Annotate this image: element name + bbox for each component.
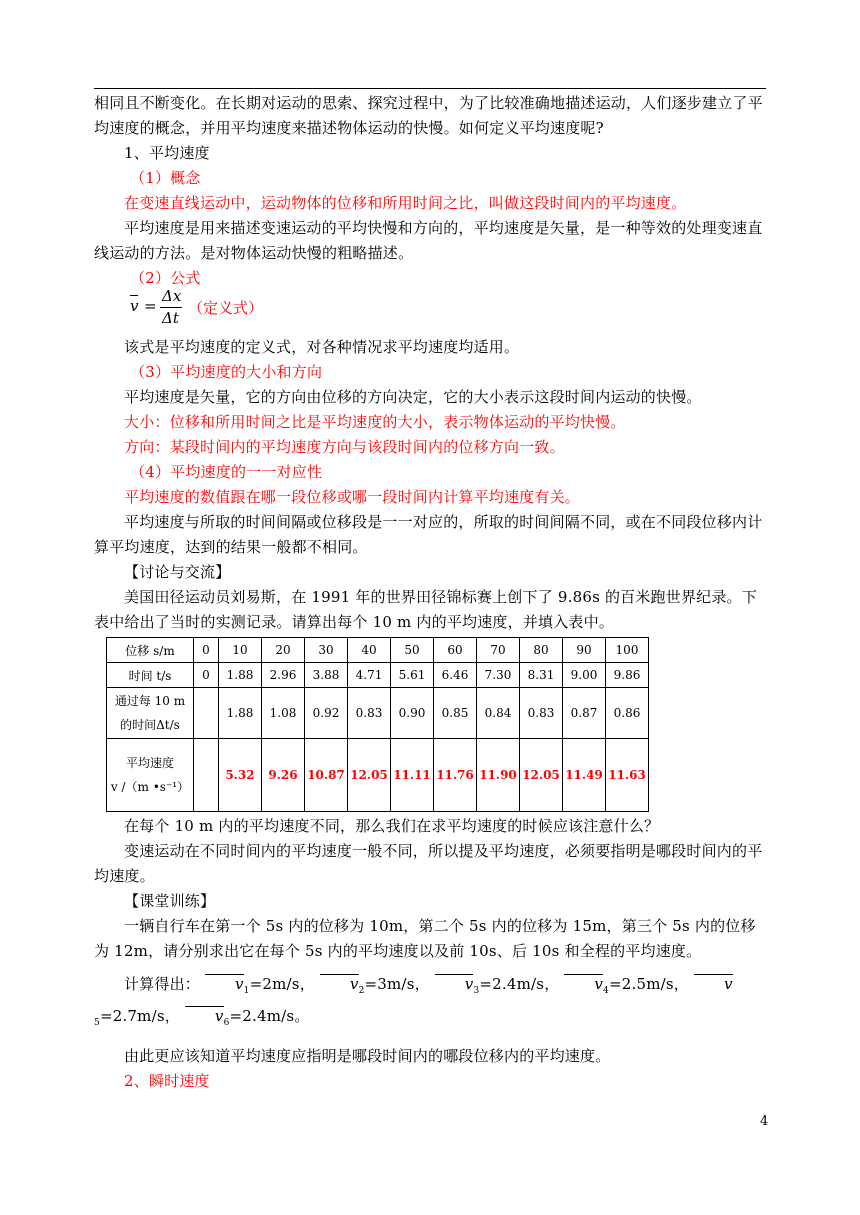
- table-cell: 10: [219, 638, 262, 663]
- paragraph-explanation: 平均速度是用来描述变速运动的平均快慢和方向的，平均速度是矢量，是一种等效的处理变速直线运动的方法。是对物体运动快慢的粗略描述。: [94, 219, 763, 262]
- page-number: 4: [760, 1114, 769, 1129]
- table-cell: 0: [194, 663, 219, 688]
- magnitude-text: 大小：位移和所用时间之比是平均速度的大小，表示物体运动的平均快慢。: [124, 413, 626, 431]
- correspondence-text: 平均速度的数值跟在哪一段位移或哪一段时间内计算平均速度有关。: [124, 488, 581, 506]
- table-cell: 9.00: [563, 663, 606, 688]
- formula-label: （定义式）: [188, 299, 264, 317]
- table-cell: 40: [348, 638, 391, 663]
- table-cell: 0.85: [434, 688, 477, 739]
- table-cell: 3.88: [305, 663, 348, 688]
- table-cell: 80: [520, 638, 563, 663]
- results-prefix: 计算得出：: [124, 975, 201, 993]
- header-line: 通过每 10 m: [114, 694, 186, 708]
- table-cell: 50: [391, 638, 434, 663]
- table-cell: 1.88: [219, 688, 262, 739]
- table-cell: 10.87: [305, 739, 348, 812]
- results-line: [94, 972, 766, 1036]
- table-cell: 12.05: [348, 739, 391, 812]
- paragraph-bicycle: 一辆自行车在第一个 5s 内的位移为 10m，第二个 5s 内的位移为 15m，第三个 5s 内的位移为 12m，请分别求出它在每个 5s 内的平均速度以及前 10s、后 10s 和全程的平均速度。: [94, 917, 756, 960]
- formula-symbol: v: [130, 297, 139, 315]
- header-line: v /（m •s⁻¹）: [110, 780, 190, 794]
- heading-average-velocity: 1、平均速度: [124, 144, 210, 162]
- formula-equals: =: [144, 297, 157, 315]
- fraction-line: [160, 307, 182, 308]
- table-cell: 2.96: [262, 663, 305, 688]
- table-cell: 8.31: [520, 663, 563, 688]
- formula-numerator: Δx: [162, 287, 182, 305]
- result-item: $v_2=3m/s$，: [320, 975, 430, 993]
- table-cell: 0.92: [305, 688, 348, 739]
- heading-discussion: 【讨论与交流】: [124, 563, 231, 581]
- table-row: [107, 638, 649, 663]
- result-item: $v_6=2.4m/s$。: [185, 1007, 310, 1025]
- heading-concept: （1）概念: [130, 169, 201, 187]
- table-cell: 9.86: [606, 663, 649, 688]
- table-cell: 1.08: [262, 688, 305, 739]
- result-item: $v_5=2.7m/s$，: [94, 975, 733, 1025]
- overbar: [130, 295, 138, 296]
- heading-exercise: 【课堂训练】: [124, 892, 216, 910]
- average-velocity-formula: [94, 287, 766, 335]
- paragraph-lewis: 美国田径运动员刘易斯，在 1991 年的世界田径锦标赛上创下了 9.86s 的百米跑世界纪录。下表中给出了当时的实测记录。请算出每个 10 m 内的平均速度，并填入表中。: [94, 588, 757, 631]
- header-rule: [94, 88, 766, 89]
- table-cell: 100: [606, 638, 649, 663]
- table-cell: 11.90: [477, 739, 520, 812]
- table-cell: 11.11: [391, 739, 434, 812]
- heading-correspondence: （4）平均速度的一一对应性: [130, 463, 323, 481]
- heading-magnitude-direction: （3）平均速度的大小和方向: [130, 363, 323, 381]
- direction-text: 方向：某段时间内的平均速度方向与该段时间内的位移方向一致。: [124, 438, 565, 456]
- table-cell: 12.05: [520, 739, 563, 812]
- table-cell: 5.61: [391, 663, 434, 688]
- table-cell: 5.32: [219, 739, 262, 812]
- paragraph-formula-note: 该式是平均速度的定义式，对各种情况求平均速度均适用。: [124, 338, 520, 356]
- table-row: [107, 739, 649, 812]
- table-cell: 20: [262, 638, 305, 663]
- header-line: 平均速度: [125, 756, 174, 770]
- table-cell: 0.84: [477, 688, 520, 739]
- table-cell: 0: [194, 638, 219, 663]
- paragraph-question: 在每个 10 m 内的平均速度不同，那么我们在求平均速度的时候应该注意什么？: [124, 817, 660, 835]
- table-cell: 9.26: [262, 739, 305, 812]
- table-cell: 70: [477, 638, 520, 663]
- table-cell: 60: [434, 638, 477, 663]
- result-item: $v_4=2.5m/s$，: [564, 975, 689, 993]
- table-cell: 4.71: [348, 663, 391, 688]
- formula-denominator: Δt: [162, 309, 179, 327]
- sprint-data-table: [106, 637, 649, 812]
- paragraph-answer: 变速运动在不同时间内的平均速度一般不同，所以提及平均速度，必须要指明是哪段时间内的平均速度。: [94, 842, 763, 885]
- table-cell: 11.63: [606, 739, 649, 812]
- table-cell: 7.30: [477, 663, 520, 688]
- row-header-interval: [107, 688, 194, 739]
- table-cell: 0.83: [520, 688, 563, 739]
- table-cell: 0.87: [563, 688, 606, 739]
- header-line: 的时间Δt/s: [120, 718, 180, 732]
- table-cell: 1.88: [219, 663, 262, 688]
- paragraph-intro: 相同且不断变化。在长期对运动的思索、探究过程中，为了比较准确地描述运动，人们逐步建立了平均速度的概念，并用平均速度来描述物体运动的快慢。如何定义平均速度呢?: [94, 94, 763, 137]
- document-page: [94, 91, 766, 1094]
- row-header-displacement: 位移 s/m: [107, 638, 194, 663]
- table-cell: [194, 739, 219, 812]
- table-row: [107, 663, 649, 688]
- paragraph-vector: 平均速度是矢量，它的方向由位移的方向决定，它的大小表示这段时间内运动的快慢。: [124, 388, 702, 406]
- table-cell: 90: [563, 638, 606, 663]
- table-cell: 11.76: [434, 739, 477, 812]
- table-cell: 0.86: [606, 688, 649, 739]
- table-cell: 0.83: [348, 688, 391, 739]
- paragraph-conclusion: 由此更应该知道平均速度应指明是哪段时间内的哪段位移内的平均速度。: [124, 1047, 611, 1065]
- table-cell: 0.90: [391, 688, 434, 739]
- table-cell: 11.49: [563, 739, 606, 812]
- heading-instantaneous-velocity: 2、瞬时速度: [124, 1072, 210, 1090]
- table-row: [107, 688, 649, 739]
- definition-text: 在变速直线运动中，运动物体的位移和所用时间之比，叫做这段时间内的平均速度。: [124, 194, 687, 212]
- result-item: $v_3=2.4m/s$，: [435, 975, 560, 993]
- table-cell: 6.46: [434, 663, 477, 688]
- heading-formula: （2）公式: [130, 269, 201, 287]
- table-cell: [194, 688, 219, 739]
- row-header-time: 时间 t/s: [107, 663, 194, 688]
- row-header-avg-speed: [107, 739, 194, 812]
- table-cell: 30: [305, 638, 348, 663]
- result-item: $v_1=2m/s$，: [205, 975, 315, 993]
- paragraph-correspondence: 平均速度与所取的时间间隔或位移段是一一对应的，所取的时间间隔不同，或在不同段位移内计算平均速度，达到的结果一般都不相同。: [94, 513, 763, 556]
